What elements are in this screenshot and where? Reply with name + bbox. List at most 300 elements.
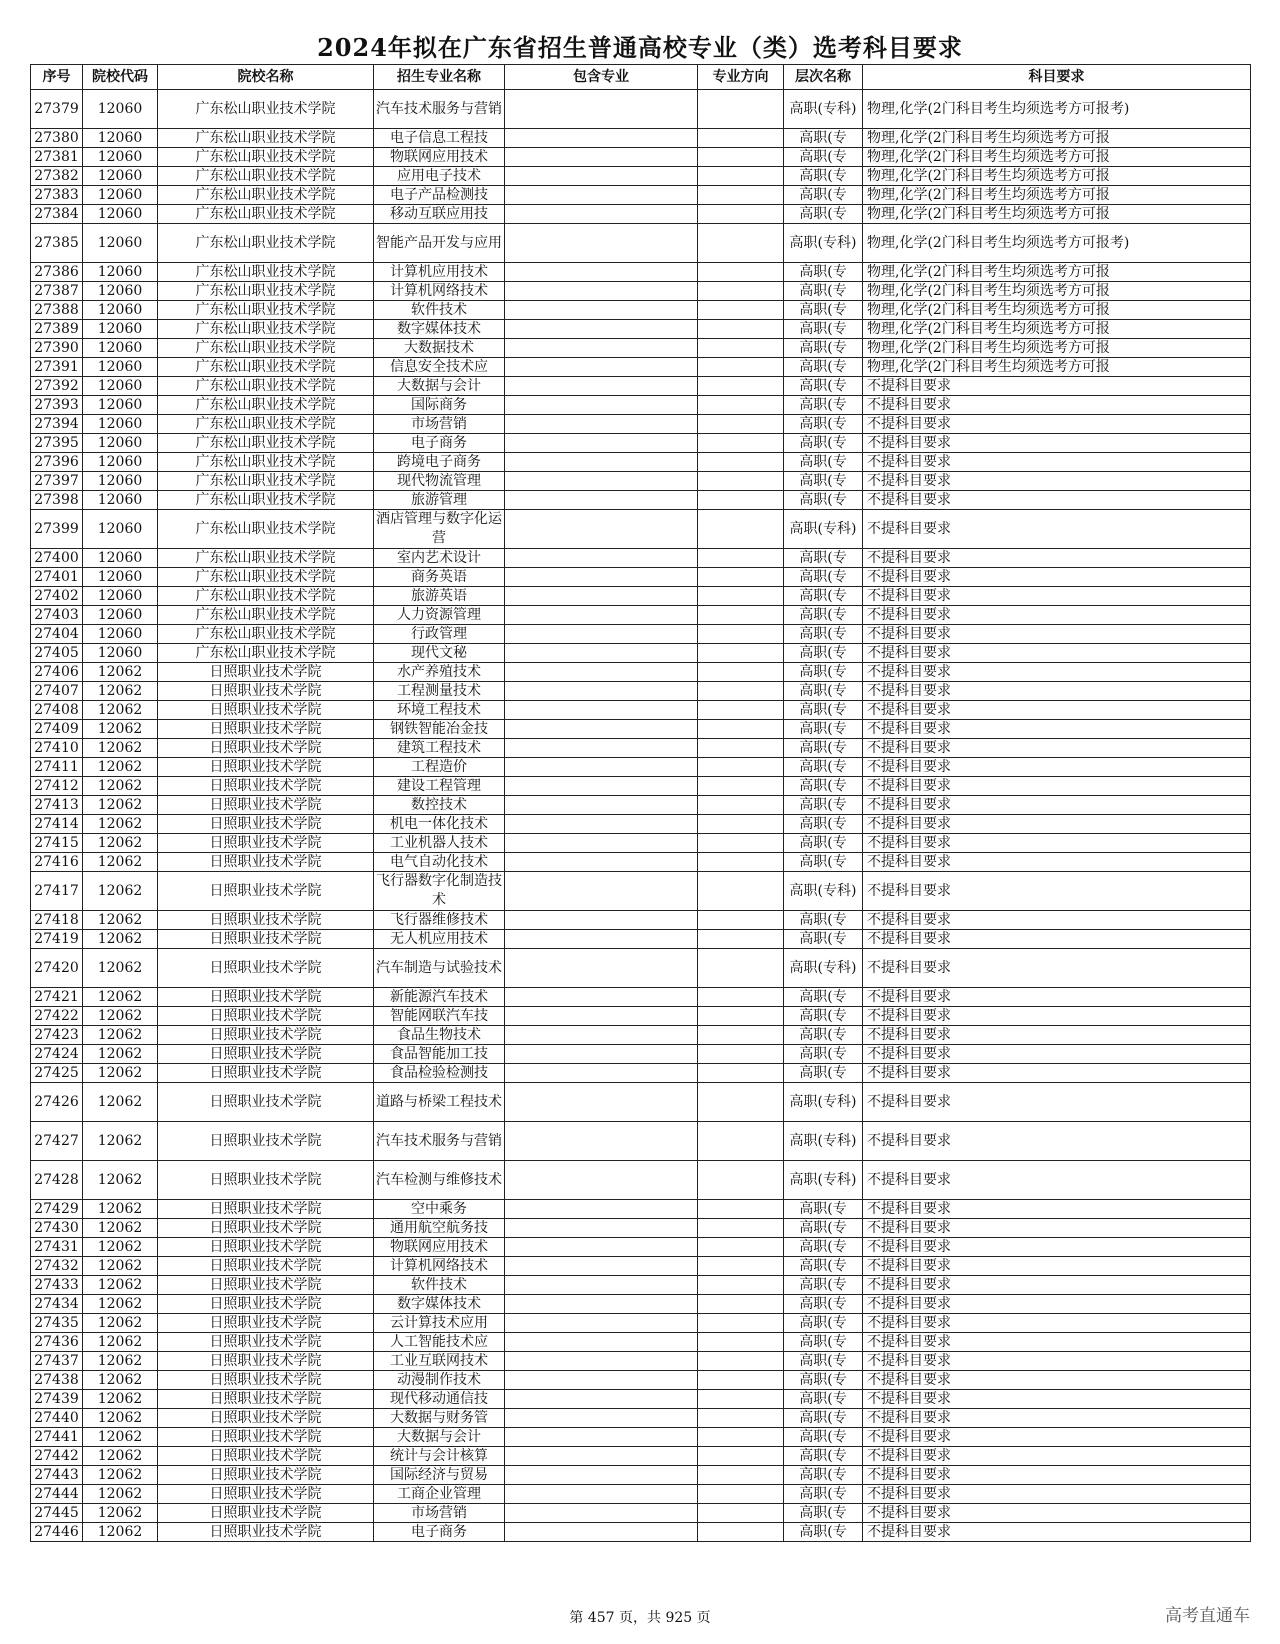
table-row [31,434,1251,453]
table-row [31,911,1251,930]
cell-major-direction [698,377,784,396]
cell-seq: 27435 [31,1314,83,1333]
cell-school-code: 12060 [83,491,158,510]
cell-school-name: 广东松山职业技术学院 [158,434,374,453]
cell-major-name: 市场营销 [374,415,505,434]
cell-level: 高职(专 [784,1314,863,1333]
cell-major-direction [698,1295,784,1314]
cell-school-code: 12062 [83,1314,158,1333]
cell-school-code: 12062 [83,682,158,701]
cell-school-name: 日照职业技术学院 [158,815,374,834]
cell-major-name: 空中乘务 [374,1200,505,1219]
cell-subject-requirement: 不提科目要求 [863,1026,1251,1045]
cell-major-name: 旅游英语 [374,587,505,606]
cell-major-name: 无人机应用技术 [374,930,505,949]
cell-school-name: 日照职业技术学院 [158,1371,374,1390]
requirements-table-wrapper [30,64,1250,1542]
cell-seq: 27389 [31,320,83,339]
table-row [31,1161,1251,1200]
cell-school-code: 12060 [83,625,158,644]
cell-school-name: 广东松山职业技术学院 [158,358,374,377]
cell-subject-requirement: 不提科目要求 [863,1466,1251,1485]
cell-major-name: 计算机网络技术 [374,282,505,301]
cell-major-name: 市场营销 [374,1504,505,1523]
cell-school-code: 12062 [83,701,158,720]
cell-included-majors [505,1428,698,1447]
table-row [31,453,1251,472]
table-row [31,949,1251,988]
cell-level: 高职(专 [784,1200,863,1219]
table-row [31,1064,1251,1083]
cell-major-name: 软件技术 [374,301,505,320]
cell-major-direction [698,1333,784,1352]
cell-level: 高职(专 [784,1371,863,1390]
cell-major-name: 通用航空航务技 [374,1219,505,1238]
cell-school-name: 广东松山职业技术学院 [158,129,374,148]
table-row [31,377,1251,396]
cell-major-name: 工业机器人技术 [374,834,505,853]
cell-seq: 27416 [31,853,83,872]
cell-seq: 27404 [31,625,83,644]
cell-subject-requirement: 不提科目要求 [863,1409,1251,1428]
cell-seq: 27393 [31,396,83,415]
cell-included-majors [505,911,698,930]
cell-included-majors [505,663,698,682]
cell-included-majors [505,491,698,510]
cell-seq: 27436 [31,1333,83,1352]
cell-school-code: 12062 [83,1026,158,1045]
table-row [31,777,1251,796]
cell-school-name: 广东松山职业技术学院 [158,167,374,186]
cell-subject-requirement: 不提科目要求 [863,1447,1251,1466]
cell-major-name: 商务英语 [374,568,505,587]
cell-major-name: 食品智能加工技 [374,1045,505,1064]
table-row [31,90,1251,129]
cell-school-code: 12060 [83,568,158,587]
cell-subject-requirement: 不提科目要求 [863,1045,1251,1064]
cell-major-direction [698,568,784,587]
cell-seq: 27415 [31,834,83,853]
cell-school-name: 日照职业技术学院 [158,834,374,853]
cell-major-name: 食品检验检测技 [374,1064,505,1083]
cell-level: 高职(专 [784,358,863,377]
column-header: 序号 [31,65,83,90]
cell-seq: 27442 [31,1447,83,1466]
cell-major-direction [698,549,784,568]
cell-level: 高职(专 [784,205,863,224]
cell-major-name: 旅游管理 [374,491,505,510]
cell-included-majors [505,1371,698,1390]
cell-major-direction [698,1276,784,1295]
table-row [31,1219,1251,1238]
cell-subject-requirement: 不提科目要求 [863,1276,1251,1295]
cell-seq: 27439 [31,1390,83,1409]
cell-school-name: 广东松山职业技术学院 [158,549,374,568]
cell-major-direction [698,1161,784,1200]
cell-seq: 27443 [31,1466,83,1485]
cell-level: 高职(专科) [784,510,863,549]
cell-major-name: 物联网应用技术 [374,1238,505,1257]
cell-school-code: 12060 [83,549,158,568]
cell-level: 高职(专 [784,1428,863,1447]
cell-included-majors [505,339,698,358]
cell-school-name: 广东松山职业技术学院 [158,491,374,510]
cell-school-name: 广东松山职业技术学院 [158,568,374,587]
cell-major-name: 汽车技术服务与营销 [374,1122,505,1161]
cell-school-code: 12062 [83,815,158,834]
cell-subject-requirement: 不提科目要求 [863,949,1251,988]
cell-subject-requirement: 不提科目要求 [863,568,1251,587]
cell-included-majors [505,1200,698,1219]
cell-level: 高职(专 [784,988,863,1007]
cell-included-majors [505,472,698,491]
cell-seq: 27396 [31,453,83,472]
cell-school-name: 日照职业技术学院 [158,1026,374,1045]
cell-school-code: 12060 [83,472,158,491]
cell-subject-requirement: 不提科目要求 [863,415,1251,434]
cell-school-code: 12062 [83,739,158,758]
cell-included-majors [505,90,698,129]
cell-seq: 27387 [31,282,83,301]
cell-major-direction [698,129,784,148]
cell-school-name: 广东松山职业技术学院 [158,263,374,282]
cell-major-direction [698,587,784,606]
cell-school-code: 12062 [83,1295,158,1314]
table-row [31,282,1251,301]
cell-level: 高职(专 [784,377,863,396]
cell-included-majors [505,1007,698,1026]
cell-major-name: 大数据与财务管 [374,1409,505,1428]
column-header: 院校代码 [83,65,158,90]
cell-school-code: 12062 [83,1276,158,1295]
cell-major-direction [698,1352,784,1371]
cell-included-majors [505,777,698,796]
cell-subject-requirement: 不提科目要求 [863,1485,1251,1504]
cell-seq: 27440 [31,1409,83,1428]
cell-school-code: 12060 [83,301,158,320]
cell-major-name: 软件技术 [374,1276,505,1295]
cell-subject-requirement: 不提科目要求 [863,434,1251,453]
cell-major-name: 工程造价 [374,758,505,777]
cell-level: 高职(专科) [784,872,863,911]
cell-subject-requirement: 不提科目要求 [863,682,1251,701]
cell-level: 高职(专 [784,1390,863,1409]
cell-level: 高职(专 [784,606,863,625]
cell-level: 高职(专 [784,1466,863,1485]
cell-subject-requirement: 不提科目要求 [863,1083,1251,1122]
cell-seq: 27398 [31,491,83,510]
cell-school-name: 日照职业技术学院 [158,949,374,988]
cell-seq: 27380 [31,129,83,148]
cell-level: 高职(专 [784,1523,863,1542]
cell-included-majors [505,224,698,263]
cell-school-name: 日照职业技术学院 [158,1428,374,1447]
cell-included-majors [505,1238,698,1257]
cell-included-majors [505,510,698,549]
cell-subject-requirement: 不提科目要求 [863,988,1251,1007]
table-row [31,205,1251,224]
cell-subject-requirement: 不提科目要求 [863,1504,1251,1523]
cell-major-direction [698,1409,784,1428]
cell-level: 高职(专 [784,453,863,472]
cell-seq: 27417 [31,872,83,911]
table-row [31,739,1251,758]
cell-seq: 27400 [31,549,83,568]
cell-included-majors [505,1409,698,1428]
cell-major-name: 跨境电子商务 [374,453,505,472]
cell-level: 高职(专 [784,415,863,434]
cell-seq: 27429 [31,1200,83,1219]
cell-included-majors [505,1333,698,1352]
table-row [31,758,1251,777]
cell-included-majors [505,1390,698,1409]
cell-seq: 27433 [31,1276,83,1295]
table-row [31,1295,1251,1314]
cell-school-name: 广东松山职业技术学院 [158,472,374,491]
cell-seq: 27379 [31,90,83,129]
cell-major-name: 人力资源管理 [374,606,505,625]
cell-major-name: 动漫制作技术 [374,1371,505,1390]
cell-major-direction [698,1390,784,1409]
cell-school-code: 12062 [83,1007,158,1026]
cell-included-majors [505,129,698,148]
cell-level: 高职(专 [784,1295,863,1314]
cell-major-direction [698,396,784,415]
cell-seq: 27384 [31,205,83,224]
cell-school-code: 12060 [83,510,158,549]
table-row [31,186,1251,205]
cell-school-code: 12060 [83,606,158,625]
cell-level: 高职(专 [784,396,863,415]
cell-school-code: 12062 [83,1352,158,1371]
cell-school-code: 12062 [83,949,158,988]
cell-subject-requirement: 物理,化学(2门科目考生均须选考方可报 [863,358,1251,377]
cell-level: 高职(专 [784,1045,863,1064]
cell-subject-requirement: 物理,化学(2门科目考生均须选考方可报 [863,263,1251,282]
cell-major-direction [698,949,784,988]
cell-level: 高职(专 [784,587,863,606]
cell-school-name: 日照职业技术学院 [158,720,374,739]
cell-major-name: 电子商务 [374,1523,505,1542]
cell-school-name: 广东松山职业技术学院 [158,396,374,415]
cell-school-name: 广东松山职业技术学院 [158,606,374,625]
cell-level: 高职(专 [784,758,863,777]
cell-included-majors [505,815,698,834]
table-row [31,1523,1251,1542]
table-row [31,701,1251,720]
cell-level: 高职(专 [784,186,863,205]
cell-school-code: 12062 [83,1333,158,1352]
cell-included-majors [505,263,698,282]
cell-level: 高职(专 [784,1219,863,1238]
cell-included-majors [505,1314,698,1333]
cell-major-name: 建设工程管理 [374,777,505,796]
header-row [31,65,1251,90]
cell-seq: 27425 [31,1064,83,1083]
cell-subject-requirement: 不提科目要求 [863,549,1251,568]
cell-major-name: 数字媒体技术 [374,1295,505,1314]
cell-seq: 27445 [31,1504,83,1523]
cell-included-majors [505,587,698,606]
cell-subject-requirement: 不提科目要求 [863,1219,1251,1238]
cell-school-name: 日照职业技术学院 [158,682,374,701]
cell-included-majors [505,1064,698,1083]
cell-major-direction [698,758,784,777]
cell-school-name: 日照职业技术学院 [158,739,374,758]
column-header: 层次名称 [784,65,863,90]
cell-seq: 27399 [31,510,83,549]
cell-major-name: 建筑工程技术 [374,739,505,758]
requirements-table [30,64,1251,1542]
cell-major-direction [698,1064,784,1083]
cell-major-direction [698,1485,784,1504]
cell-major-name: 电子信息工程技 [374,129,505,148]
cell-subject-requirement: 不提科目要求 [863,377,1251,396]
cell-major-direction [698,815,784,834]
cell-school-name: 广东松山职业技术学院 [158,625,374,644]
cell-major-direction [698,663,784,682]
cell-included-majors [505,167,698,186]
cell-seq: 27391 [31,358,83,377]
cell-seq: 27427 [31,1122,83,1161]
cell-major-direction [698,491,784,510]
cell-included-majors [505,720,698,739]
cell-included-majors [505,1161,698,1200]
cell-major-direction [698,186,784,205]
column-header: 招生专业名称 [374,65,505,90]
cell-school-code: 12062 [83,1219,158,1238]
cell-seq: 27444 [31,1485,83,1504]
table-row [31,663,1251,682]
cell-subject-requirement: 不提科目要求 [863,606,1251,625]
cell-school-name: 日照职业技术学院 [158,1122,374,1161]
cell-major-direction [698,1200,784,1219]
cell-level: 高职(专 [784,720,863,739]
cell-major-direction [698,1007,784,1026]
cell-seq: 27418 [31,911,83,930]
cell-major-direction [698,224,784,263]
cell-included-majors [505,205,698,224]
cell-major-name: 飞行器维修技术 [374,911,505,930]
cell-major-name: 工业互联网技术 [374,1352,505,1371]
cell-subject-requirement: 不提科目要求 [863,1122,1251,1161]
cell-level: 高职(专 [784,1257,863,1276]
cell-included-majors [505,377,698,396]
cell-major-direction [698,282,784,301]
cell-seq: 27419 [31,930,83,949]
cell-school-name: 广东松山职业技术学院 [158,224,374,263]
cell-subject-requirement: 物理,化学(2门科目考生均须选考方可报 [863,167,1251,186]
table-row [31,682,1251,701]
cell-school-code: 12062 [83,1523,158,1542]
table-row [31,148,1251,167]
cell-included-majors [505,1122,698,1161]
cell-subject-requirement: 不提科目要求 [863,587,1251,606]
cell-level: 高职(专 [784,1238,863,1257]
table-row [31,1045,1251,1064]
cell-school-code: 12060 [83,148,158,167]
column-header: 专业方向 [698,65,784,90]
cell-major-name: 数控技术 [374,796,505,815]
cell-major-name: 电气自动化技术 [374,853,505,872]
cell-school-code: 12060 [83,186,158,205]
cell-subject-requirement: 物理,化学(2门科目考生均须选考方可报 [863,186,1251,205]
cell-subject-requirement: 不提科目要求 [863,853,1251,872]
table-row [31,1007,1251,1026]
table-row [31,1352,1251,1371]
cell-subject-requirement: 物理,化学(2门科目考生均须选考方可报 [863,320,1251,339]
cell-seq: 27403 [31,606,83,625]
cell-major-name: 现代物流管理 [374,472,505,491]
cell-included-majors [505,1026,698,1045]
cell-subject-requirement: 不提科目要求 [863,1295,1251,1314]
cell-included-majors [505,1466,698,1485]
cell-included-majors [505,872,698,911]
cell-seq: 27392 [31,377,83,396]
table-row [31,472,1251,491]
column-header: 科目要求 [863,65,1251,90]
table-row [31,853,1251,872]
cell-school-code: 12062 [83,1504,158,1523]
cell-included-majors [505,1295,698,1314]
cell-school-code: 12062 [83,911,158,930]
cell-included-majors [505,186,698,205]
cell-level: 高职(专 [784,549,863,568]
cell-level: 高职(专 [784,1447,863,1466]
cell-level: 高职(专 [784,625,863,644]
table-row [31,720,1251,739]
cell-level: 高职(专 [784,301,863,320]
cell-school-code: 12062 [83,988,158,1007]
cell-school-code: 12060 [83,263,158,282]
table-row [31,415,1251,434]
cell-major-direction [698,1371,784,1390]
cell-seq: 27388 [31,301,83,320]
table-row [31,491,1251,510]
cell-major-name: 室内艺术设计 [374,549,505,568]
cell-level: 高职(专 [784,491,863,510]
cell-school-name: 广东松山职业技术学院 [158,510,374,549]
cell-major-name: 飞行器数字化制造技术 [374,872,505,911]
cell-major-name: 水产养殖技术 [374,663,505,682]
table-row [31,510,1251,549]
cell-major-direction [698,1219,784,1238]
cell-level: 高职(专 [784,701,863,720]
cell-seq: 27411 [31,758,83,777]
cell-seq: 27390 [31,339,83,358]
cell-major-direction [698,777,784,796]
cell-level: 高职(专 [784,1409,863,1428]
cell-included-majors [505,1083,698,1122]
cell-subject-requirement: 不提科目要求 [863,872,1251,911]
cell-subject-requirement: 不提科目要求 [863,1428,1251,1447]
table-row [31,1276,1251,1295]
cell-school-name: 日照职业技术学院 [158,1390,374,1409]
cell-school-name: 日照职业技术学院 [158,1409,374,1428]
cell-level: 高职(专 [784,320,863,339]
cell-school-code: 12060 [83,167,158,186]
cell-school-name: 日照职业技术学院 [158,1007,374,1026]
cell-school-name: 日照职业技术学院 [158,911,374,930]
cell-major-direction [698,510,784,549]
cell-major-name: 大数据与会计 [374,377,505,396]
cell-seq: 27408 [31,701,83,720]
cell-included-majors [505,949,698,988]
cell-included-majors [505,148,698,167]
cell-major-name: 人工智能技术应 [374,1333,505,1352]
cell-school-code: 12062 [83,758,158,777]
cell-level: 高职(专 [784,930,863,949]
